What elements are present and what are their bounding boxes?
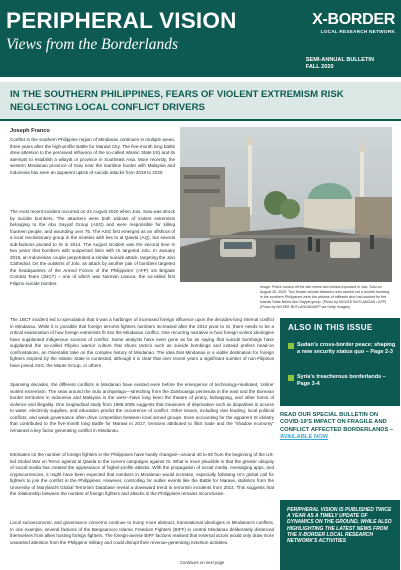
left-column	[10, 137, 175, 180]
available-now-link[interactable]: AVAILABLE NOW	[280, 434, 329, 441]
xborder-logo[interactable]	[303, 12, 395, 35]
special-bulletin-copy: READ OUR SPECIAL BULLETIN ON COVID-19'S IMPACT ON FRAGILE AND CONFLICT AFFECTED BORDERLANDS –	[280, 412, 394, 433]
also-item-text: Syria's treacherous borderlands – Page 3-4	[297, 374, 386, 387]
issue-season: FALL 2020	[305, 64, 334, 70]
also-item-1[interactable]	[288, 342, 396, 368]
publication-note-box	[280, 500, 400, 570]
also-item-2[interactable]	[288, 374, 396, 394]
green-square-icon	[288, 343, 294, 349]
body-paragraph-6: Local socioeconomic and governance concerns continue to trump more abstract, transnational ideologies in Mindanao's conflicts. In one example, several factions of the Bangsamoro Islamic Freedom Fighters (BIFF) in central Mindanao deliberately distanced themselves from allies hosting foreign fighters. The foreign-averse BIFF factions realised that external actors would only draw more unwanted attention from the Philippine military and could disrupt their revenue-generating extortion activities.	[10, 520, 274, 545]
publication-note: PERIPHERAL VISION IS PUBLISHED TWICE A YEAR AS A TIMELY UPDATE OF DYNAMICS ON THE GROUND, WHILE ALSO HIGHLIGHTING THE LATEST NEWS FROM THE X-BORDER LOCAL RESEARCH NETWORK'S ACTIVITIES	[287, 507, 392, 545]
body-paragraph-5: Estimates on the number of foreign fighters in the Philippines have hardly changed—around 40 to 60 from the beginning of the US-led Global War on Terror against al Qaeda to the current campaigns against IS. What is more plausible is that the greater ubiquity of social media has created the appearance of higher-profile attacks. With the propagation of social media, messaging apps, and cryptocurrencies, it might have been expected that numbers in Mindanao would increase, especially following IS's global call for fighters to join the conflict in the Philippines. However, controlling for outlier events like the Battle for Marawi, statistics from the University of Maryland's Global Terrorism Database reveal a downward trend in terrorism incidents from 2014. This suggests that the relationship between the number of foreign fighters and attacks in the Philippines remains inconclusive.	[10, 452, 274, 496]
issue-info	[306, 57, 374, 71]
body-paragraph-3: The 1BCT incident led to speculation that it was a harbinger of increased foreign influence upon the decades-long internal conflict in Mindanao. While it is possible that foreign terrorist fighters numbers increased after the 2014 pivot to IS, there needs to be a critical examination of how foreign extremists fit into the Mindanao conflict. One recurring narrative is how foreign violent ideologies have supplanted indigenous sources of conflict. Some analysts have even gone as far as saying that suicide bombings have supplanted the so-called Filipino warrior culture that shuns tactics such as suicide bombings and instead prefers head-on confrontations, an Orientalist take on the complex history of Mindanao. The idea that Mindanao is a viable destination for foreign fighters inspired by the Islamic State is contested, although it is clear that over recent years a significant number of non-Filipinos have joined ASG, the Maute Group, or others.	[10, 317, 274, 368]
street-scene-image	[180, 127, 392, 282]
special-bulletin-note	[280, 412, 400, 472]
article-photo	[180, 127, 392, 282]
logo-tagline: LOCAL RESEARCH NETWORK	[320, 29, 395, 34]
special-bulletin-text	[280, 412, 400, 442]
also-in-this-issue	[280, 318, 400, 406]
headline-bar	[0, 82, 401, 121]
photo-caption: Image: Police cordon off the site where two bombs exploded in Jolo, Sulu on August 26, 2020. Two female suicide attackers who carried out a double bombing in the southern Philippines were the widows of militants who had worked for the Islamic State-linked Abu Sayyaf group. (Photo by NICKEE BUTLANGAN / AFP) (Photo by NICKEE BUTLANGAN/AFP via Getty Images)	[260, 285, 390, 309]
publication-title: PERIPHERAL VISION	[6, 8, 237, 33]
logo-wordmark: X-BORDER	[312, 11, 395, 28]
article-headline: IN THE SOUTHERN PHILIPPINES, FEARS OF VIOLENT EXTREMISM RISK NEGLECTING LOCAL CONFLICT DRIVERS	[10, 89, 344, 113]
continues-note: Continues on next page	[180, 560, 225, 565]
masthead	[0, 0, 401, 77]
bulletin-type: SEMI-ANNUAL BULLETIN	[305, 57, 374, 63]
publication-subtitle: Views from the Borderlands	[6, 36, 179, 53]
paragraph-1: Conflict in the southern Philippine region of Mindanao continues in multiple areas, three years after the high-profile Battle for Marawi City. The five-month long battle drew attention to the perceived influence of the so-called Islamic State (IS) and its attempts to establish a wilayat or province in Southeast Asia. More recently, the western Mindanao province of Sulu near the maritime border with Malaysia and Indonesia has seen an apparent uptick of suicide attacks from 2018 to 2020.	[10, 137, 175, 175]
body-paragraph-4: Spanning decades, the different conflicts in Mindanao have existed even before the emergence of technology-mediated, 'online' violent extremism. The seas around the Sulu archipelago—stretching from the Zamboanga peninsula in the east and the Bornean border territories in Indonesia and Malaysia in the west—have long been the theatre of piracy, kidnapping, and other forms of violence and illegality. One longitudinal study from 1986-2005 suggests that measures of deprivation such as disparities in access to water, electricity supplies, and education predict the occurrence of conflict. Other issues, including clan feuding, local political conflicts, and weak governance often drive competition between local armed groups. Even accounting for the apparent IS idolatry that contributed to the five-month long Battle for Marawi in 2017, tensions attributed to illicit trade and the "shadow economy" remained a key factor generating conflict in Mindanao.	[10, 382, 274, 433]
author-byline: Joseph Franco	[10, 128, 50, 134]
also-title: ALSO IN THIS ISSUE	[288, 323, 373, 332]
left-column-2	[10, 209, 175, 287]
paragraph-2: The most recent incident occurred on 24 August 2020 when Jolo, Sulu was struck by suicide bombers. The attackers were both widows of violent extremists belonging to the Abu Sayyaf Group (ASG) and were responsible for killing fourteen people, and wounding over 75. The ASG first emerged as an offshoot of a local revolutionary group in the nineties with ties to al Qaeda (AQ), but several sub-factions pivoted to IS in 2014. The August incident was the second time in two years that bombers with suspected links with IS targeted Jolo. In January 2019, an Indonesian couple perpetrated a similar suicide attack, targeting the Jolo Cathedral. On the outskirts of Jolo, an attack by another pair of bombers targeted the headquarters of the Armed Forces of the Philippines' (AFP) 1st Brigade Combat Team (1BCT) – one of which was Norman Lasuca, the so-called first Filipino suicide bomber.	[10, 209, 175, 286]
also-item-text: Sudan's cross-border peace: shaping a new security status quo – Page 2-3	[297, 342, 396, 355]
green-square-icon	[288, 375, 294, 381]
